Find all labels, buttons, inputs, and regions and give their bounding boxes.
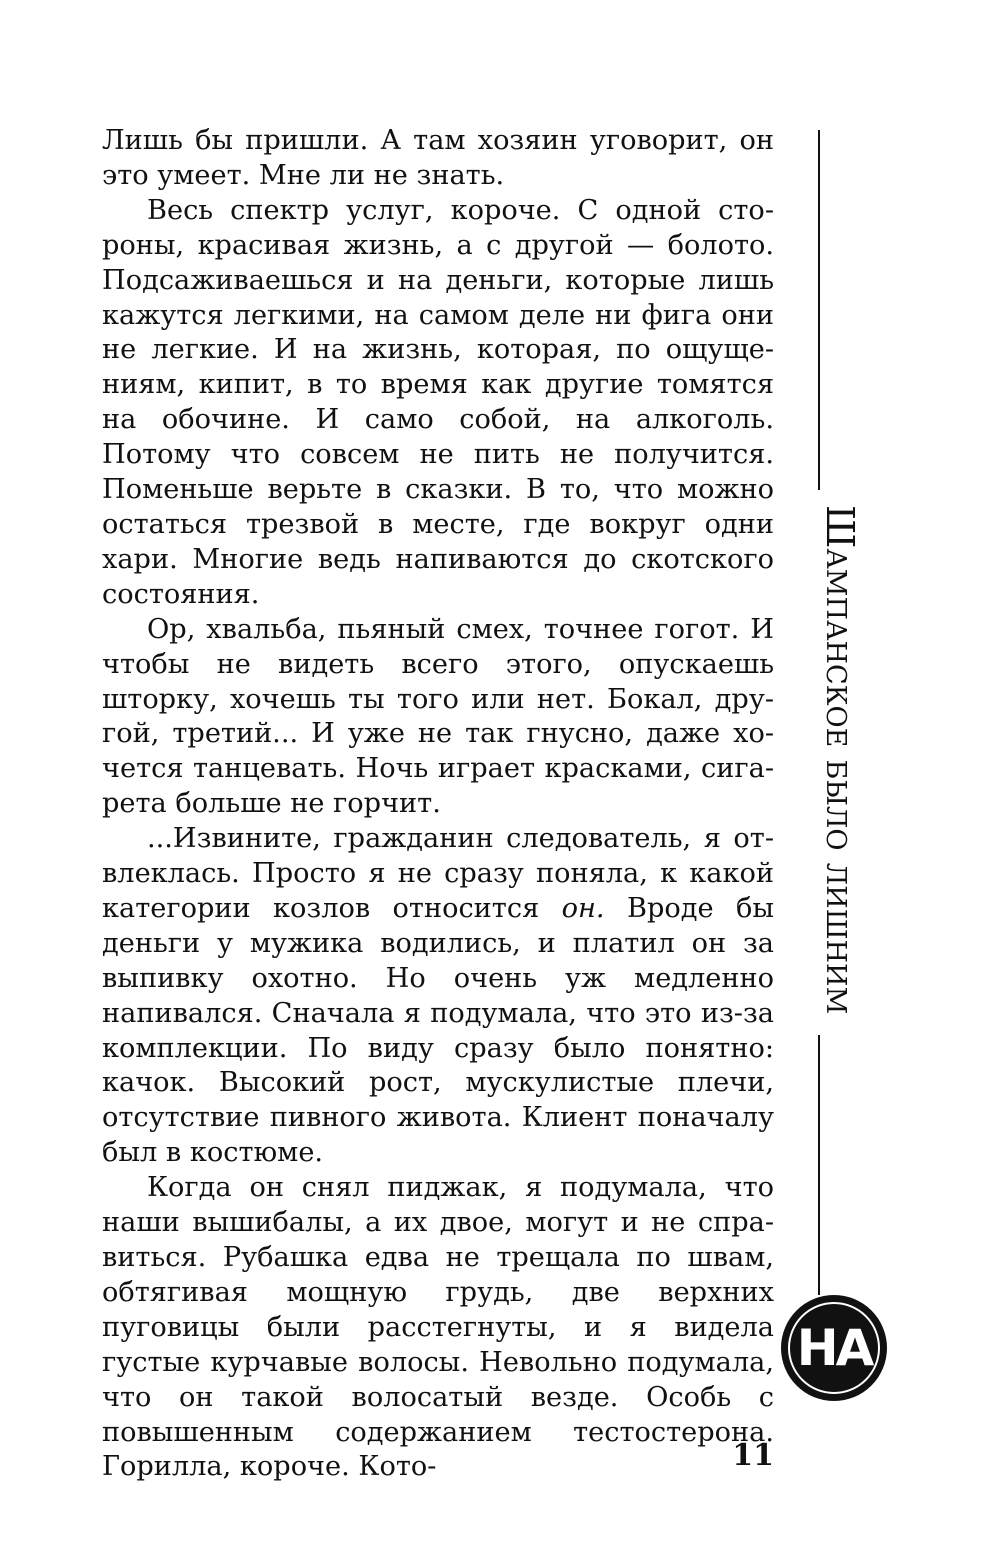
paragraph-italic-text: он.: [561, 892, 605, 924]
paragraph-text: ...Извините, гражданин следователь, я отвлеклась. Просто я не сразу поняла, к какой категории козлов относится: [102, 823, 774, 924]
logo-letters: НА: [796, 1319, 872, 1377]
running-title: [820, 505, 860, 1025]
paragraph-text: Вроде бы деньги у мужика водились, и платил он за выпивку охотно. Но очень уж медленно напивался. Сначала я подумала, что это из-за комплекции. По виду сразу было понятно: качок. Высокий рост, мускулистые плечи, отсутствие пивного живота. Клиент поначалу был в костюме.: [102, 892, 774, 1169]
paragraph: [102, 822, 774, 1171]
paragraph: Ор, хвальба, пьяный смех, точнее гогот. И чтобы не видеть всего этого, опускаешь шторку, хочешь ты того или нет. Бокал, другой, третий... И уже не так гнусно, даже хочется танцевать. Ночь играет красками, сигарета больше не горчит.: [102, 613, 774, 820]
logo-ring: [788, 1302, 880, 1394]
paragraph: Когда он снял пиджак, я подумала, что наши вышибалы, а их двое, могут и не справиться. Рубашка едва не трещала по швам, обтягивая мощную грудь, две верхних пуговицы были расстегнуты, и я видела густые курчавые волосы. Невольно подумала, что он такой волосатый везде. Особь с повышенным содержанием тестостерона. Горилла, короче. Кото-: [102, 1172, 774, 1483]
paragraph: Весь спектр услуг, короче. С одной стороны, красивая жизнь, а с другой — болото. Подсаживаешься и на деньги, которые лишь кажутся легкими, на самом деле ни фига они не легкие. И на жизнь, которая, по ощущениям, кипит, в то время как другие томятся на обочине. И само собой, на алкоголь. Потому что совсем не пить не получится. Поменьше верьте в сказки. В то, что можно остаться трезвой в месте, где вокруг одни хари. Многие ведь напиваются до скотского состояния.: [102, 194, 774, 610]
page-text: [102, 124, 774, 1485]
page-number: 11: [732, 1438, 774, 1473]
publisher-logo-icon: [781, 1295, 887, 1401]
side-rule-lower: [818, 1035, 820, 1295]
side-rule-upper: [818, 130, 820, 490]
running-title-text: Шампанское было лишним: [818, 505, 862, 1015]
paragraph: Лишь бы пришли. А там хозяин уговорит, он это умеет. Мне ли не знать.: [102, 125, 774, 191]
